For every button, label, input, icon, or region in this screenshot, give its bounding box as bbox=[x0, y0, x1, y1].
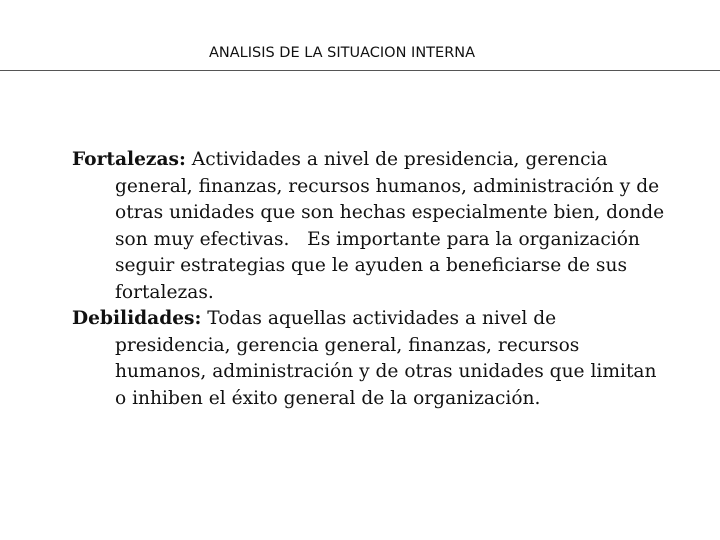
entry-definition: Actividades a nivel de presidencia, gerencia general, finanzas, recursos humanos, administración y de otras unidades que son hechas especialmente bien, donde son muy efectivas. Es importante para la organización seguir estrategias que le ayuden a beneficiarse de sus fortalezas. bbox=[115, 149, 671, 303]
entry-fortalezas bbox=[72, 147, 672, 306]
title-divider bbox=[0, 70, 720, 71]
entry-definition: Todas aquellas actividades a nivel de presidencia, gerencia general, finanzas, recursos humanos, administración y de otras unidades que limitan o inhiben el éxito general de la organización. bbox=[115, 308, 663, 409]
entry-debilidades bbox=[72, 306, 672, 412]
entry-term: Fortalezas: bbox=[72, 149, 186, 170]
entry-term: Debilidades: bbox=[72, 308, 202, 329]
slide-title: ANALISIS DE LA SITUACION INTERNA bbox=[208, 45, 476, 61]
slide-body bbox=[72, 147, 672, 412]
